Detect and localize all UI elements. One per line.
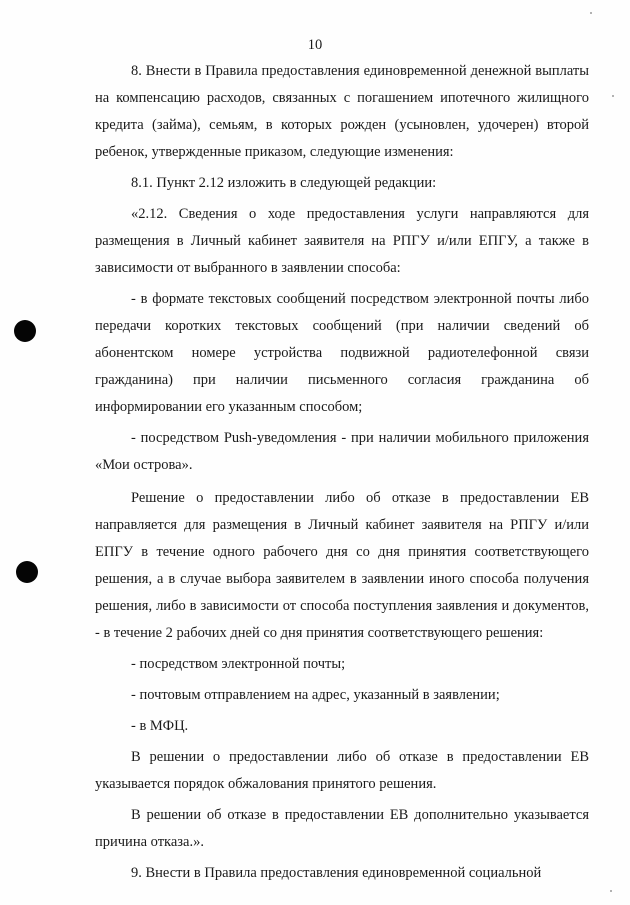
- scan-speck: [612, 95, 614, 97]
- document-body: [95, 58, 589, 887]
- paragraph-item-8: 8. Внести в Правила предоставления единовременной денежной выплаты на компенсацию расходов, связанных с погашением ипотечного жилищного кредита (займа), семьям, в которых рожден (усыновлен, удочерен) второй ребенок, утвержденные приказом, следующие изменения:: [95, 63, 589, 160]
- paragraph-clause-2-12: «2.12. Сведения о ходе предоставления услуги направляются для размещения в Личный кабинет заявителя на РПГУ и/или ЕПГУ, а также в зависимости от выбранного в заявлении способа:: [95, 206, 589, 276]
- list-item-email-sms: - в формате текстовых сообщений посредством электронной почты либо передачи коротких текстовых сообщений (при наличии сведений об абонентском номере устройства подвижной радиотелефонной связи гражданина) при наличии письменного согласия гражданина об информировании его указанным способом;: [95, 291, 589, 415]
- list-item-post: - почтовым отправлением на адрес, указанный в заявлении;: [131, 687, 500, 703]
- page-number: 10: [307, 37, 323, 53]
- scan-speck: [590, 12, 592, 14]
- paragraph-appeal: В решении о предоставлении либо об отказе в предоставлении ЕВ указывается порядок обжалования принятого решения.: [95, 749, 589, 792]
- list-item-push: - посредством Push-уведомления - при наличии мобильного приложения «Мои острова».: [95, 430, 589, 473]
- paragraph-decision: Решение о предоставлении либо об отказе в предоставлении ЕВ направляется для размещения в Личный кабинет заявителя на РПГУ и/или ЕПГУ в течение одного рабочего дня со дня принятия соответствующего решения, а в случае выбора заявителем в заявлении иного способа получения решения, либо в зависимости от способа поступления заявления и документов, - в течение 2 рабочих дней со дня принятия соответствующего решения:: [95, 490, 589, 641]
- punch-hole-mark: [14, 320, 36, 342]
- list-item-mfc: - в МФЦ.: [131, 718, 189, 734]
- paragraph-item-9: 9. Внести в Правила предоставления единовременной социальной: [131, 865, 542, 881]
- scan-speck: [610, 890, 612, 892]
- list-item-email: - посредством электронной почты;: [131, 656, 346, 672]
- punch-hole-mark: [16, 561, 38, 583]
- paragraph-refusal-reason: В решении об отказе в предоставлении ЕВ дополнительно указывается причина отказа.».: [95, 807, 589, 850]
- paragraph-subitem-8-1: 8.1. Пункт 2.12 изложить в следующей редакции:: [131, 175, 437, 191]
